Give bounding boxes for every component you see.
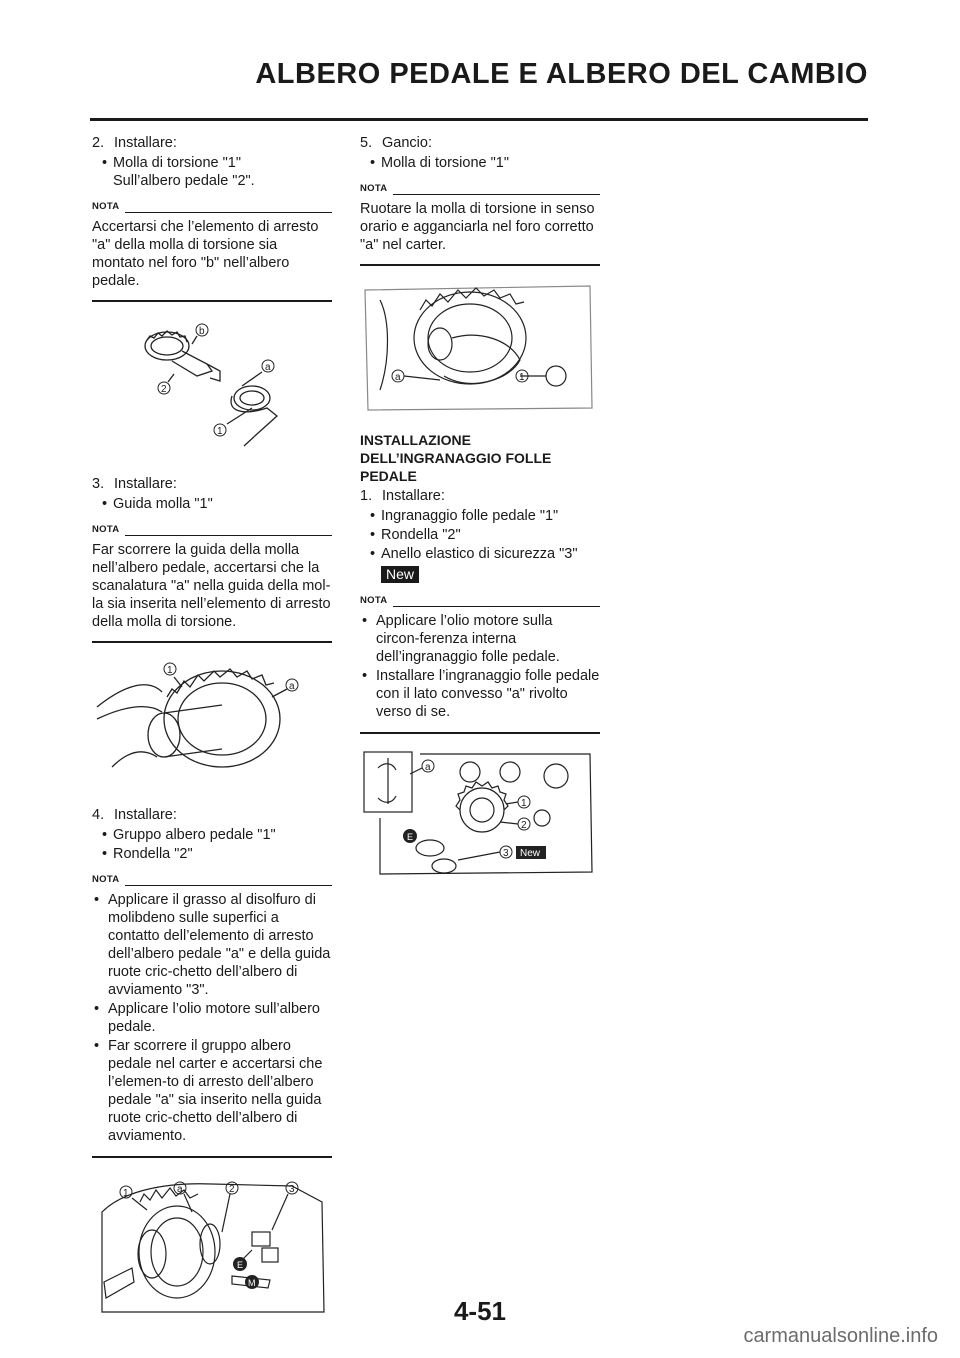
bullet-item: • Gruppo albero pedale "1" (92, 826, 332, 844)
callout-label: a (395, 372, 401, 383)
step-3: 3. Installare: (92, 476, 177, 492)
figure-spring-guide (92, 657, 332, 792)
callout-label: 2 (229, 1184, 235, 1195)
step-5: 5. Gancio: (360, 135, 432, 151)
header-rule (90, 118, 868, 121)
section-title: INSTALLAZIONE DELL’INGRANAGGIO FOLLE PEDALE (360, 432, 552, 484)
bullet-item: • Anello elastico di sicurezza "3" (360, 545, 600, 563)
bullet-item: • Rondella "2" (360, 526, 600, 544)
bullet-item: • Ingranaggio folle pedale "1" (360, 507, 600, 525)
nota-label: NOTA (92, 524, 120, 535)
callout-label: 1 (217, 426, 223, 437)
bullet-item: • Molla di torsione "1" (360, 154, 600, 172)
left-column (92, 134, 332, 1341)
nota-box (92, 198, 332, 302)
nota-box (92, 871, 332, 1158)
callout-label: 2 (521, 820, 527, 831)
callout-label: b (199, 326, 205, 337)
step-2: 2. Installare: (92, 135, 177, 151)
nota-label: NOTA (360, 595, 388, 606)
nota-text: Ruotare la molla di torsione in senso orario e agganciarla nel foro corretto "a" nel carter. (360, 201, 595, 253)
nota-item: • Far scorrere il gruppo albero pedale nel carter e accertarsi che l’elemen-to di arresto dell’albero pedale "a" sia inserito nella guida ruote cric-chetto dell’albero di avviamento. (92, 1037, 332, 1145)
nota-text: Far scorrere la guida della molla nell’albero pedale, accertarsi che la scanalatura "a" nella guida della mol-la sia inserita nell’elemento di arresto della molla di torsione. (92, 542, 331, 630)
callout-label: 1 (123, 1188, 129, 1199)
page-title: ALBERO PEDALE E ALBERO DEL CAMBIO (255, 58, 868, 90)
right-column (360, 134, 600, 897)
callout-label: a (289, 681, 295, 692)
page-number: 4-51 (453, 1296, 507, 1326)
nota-label: NOTA (360, 183, 388, 194)
nota-item: • Installare l’ingranaggio folle pedale con il lato convesso "a" rivolto verso di se. (360, 667, 600, 721)
callout-label: a (177, 1184, 183, 1195)
callout-label: 3 (503, 848, 509, 859)
nota-item: • Applicare l’olio motore sull’albero pedale. (92, 1000, 332, 1036)
step-4: 4. Installare: (92, 807, 177, 823)
oil-symbol: E (237, 1260, 244, 1270)
new-badge: New (381, 566, 419, 583)
callout-label: 1 (167, 665, 173, 676)
callout-label: a (265, 362, 271, 373)
grease-symbol: M (248, 1278, 256, 1288)
oil-symbol: E (407, 832, 414, 842)
callout-label: 2 (161, 384, 167, 395)
figure-spring-hook (360, 280, 600, 417)
new-part-label: New (520, 848, 541, 859)
callout-label: 3 (289, 1184, 295, 1195)
nota-text: Accertarsi che l’elemento di arresto "a" della molla di torsione sia montato nel foro "b" nell’albero pedale. (92, 219, 319, 289)
watermark: carmanualsonline.info (743, 1325, 938, 1347)
nota-box (360, 592, 600, 734)
nota-item: • Applicare l’olio motore sulla circon-ferenza interna dell’ingranaggio folle pedale. (360, 612, 600, 666)
figure-torsion-spring (92, 316, 332, 461)
bullet-item: • Rondella "2" (92, 845, 332, 863)
nota-item: • Applicare il grasso al disolfuro di molibdeno sulle superfici a contatto dell’elemento di arresto dell’albero pedale "a" e della guida ruote cric-chetto dell’albero di avviamento "3". (92, 891, 332, 999)
nota-box (360, 180, 600, 266)
nota-box (92, 521, 332, 643)
step-1: 1. Installare: (360, 488, 445, 504)
callout-label: 1 (521, 798, 527, 809)
callout-label: a (425, 762, 431, 773)
bullet-item: • Molla di torsione "1" Sull’albero pedale "2". (92, 154, 332, 190)
figure-idle-gear (360, 748, 600, 883)
nota-label: NOTA (92, 874, 120, 885)
callout-label: 1 (519, 372, 525, 383)
bullet-item: • Guida molla "1" (92, 495, 332, 513)
nota-label: NOTA (92, 201, 120, 212)
